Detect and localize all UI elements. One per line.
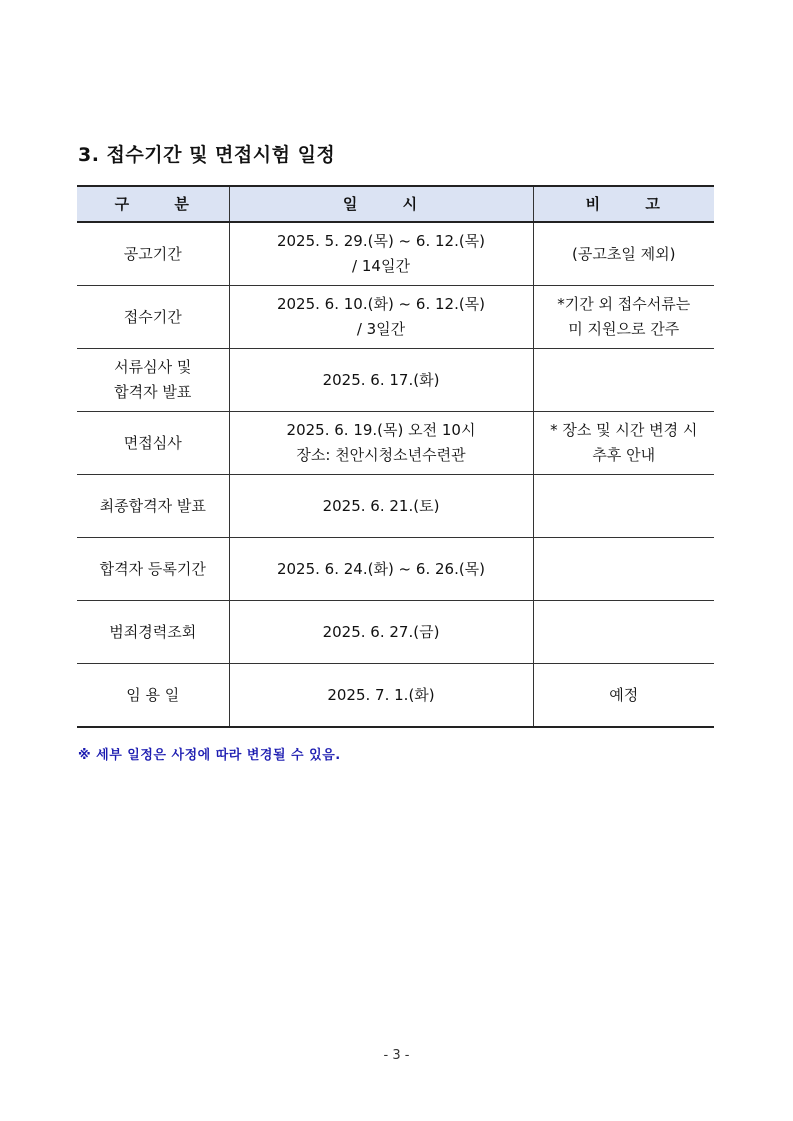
cell-line: / 14일간 bbox=[352, 257, 410, 275]
cell-remarks bbox=[533, 538, 714, 601]
cell-line: 임 용 일 bbox=[126, 685, 180, 704]
cell-line: 장소: 천안시청소년수련관 bbox=[296, 446, 466, 464]
cell-line: 미 지원으로 간주 bbox=[568, 320, 680, 338]
schedule-note: ※ 세부 일정은 사정에 따라 변경될 수 있음. bbox=[78, 748, 341, 763]
header-remarks: 비 고 bbox=[533, 186, 714, 222]
cell-remarks bbox=[533, 286, 714, 349]
cell-line: 2025. 6. 10.(화) ~ 6. 12.(목) bbox=[276, 295, 486, 313]
cell-line: 2025. 7. 1.(화) bbox=[327, 685, 435, 704]
cell-line: 접수기간 bbox=[123, 307, 182, 326]
table-body bbox=[77, 222, 714, 727]
cell-line: 합격자 등록기간 bbox=[99, 559, 206, 578]
table-row bbox=[77, 475, 714, 538]
cell-remarks bbox=[533, 222, 714, 286]
cell-category bbox=[77, 538, 229, 601]
cell-line: * 장소 및 시간 변경 시 bbox=[550, 421, 698, 439]
cell-line: 2025. 5. 29.(목) ~ 6. 12.(목) bbox=[276, 232, 486, 250]
cell-line: 공고기간 bbox=[123, 244, 182, 263]
cell-line: *기간 외 접수서류는 bbox=[557, 295, 691, 313]
table-row bbox=[77, 222, 714, 286]
cell-line: 2025. 6. 21.(토) bbox=[322, 496, 440, 515]
cell-datetime bbox=[229, 222, 533, 286]
cell-line: 2025. 6. 24.(화) ~ 6. 26.(목) bbox=[276, 559, 486, 578]
cell-line: 서류심사 및 bbox=[114, 358, 192, 376]
cell-line: 추후 안내 bbox=[592, 446, 656, 464]
cell-remarks bbox=[533, 349, 714, 412]
cell-line: 합격자 발표 bbox=[114, 383, 192, 401]
cell-line: 범죄경력조회 bbox=[109, 622, 197, 641]
cell-datetime bbox=[229, 475, 533, 538]
cell-remarks bbox=[533, 601, 714, 664]
cell-category bbox=[77, 349, 229, 412]
cell-category bbox=[77, 664, 229, 728]
cell-datetime bbox=[229, 349, 533, 412]
cell-line: 최종합격자 발표 bbox=[99, 496, 206, 515]
table-row bbox=[77, 538, 714, 601]
cell-line: / 3일간 bbox=[356, 320, 406, 338]
cell-category bbox=[77, 475, 229, 538]
table-row bbox=[77, 349, 714, 412]
cell-line: 2025. 6. 19.(목) 오전 10시 bbox=[286, 421, 476, 439]
section-heading: 3. 접수기간 및 면접시험 일정 bbox=[78, 144, 336, 166]
schedule-table bbox=[77, 185, 714, 728]
cell-category bbox=[77, 601, 229, 664]
cell-line: 2025. 6. 17.(화) bbox=[322, 370, 440, 389]
cell-category bbox=[77, 222, 229, 286]
cell-line: (공고초일 제외) bbox=[572, 244, 676, 263]
table-header-row bbox=[77, 186, 714, 222]
cell-line: 면접심사 bbox=[123, 433, 182, 452]
header-category: 구 분 bbox=[77, 186, 229, 222]
cell-datetime bbox=[229, 412, 533, 475]
cell-datetime bbox=[229, 538, 533, 601]
cell-line: 2025. 6. 27.(금) bbox=[322, 622, 440, 641]
cell-remarks bbox=[533, 664, 714, 728]
table-row bbox=[77, 412, 714, 475]
table-row bbox=[77, 601, 714, 664]
cell-category bbox=[77, 412, 229, 475]
table-row bbox=[77, 664, 714, 728]
header-datetime: 일 시 bbox=[229, 186, 533, 222]
cell-category bbox=[77, 286, 229, 349]
cell-remarks bbox=[533, 412, 714, 475]
cell-datetime bbox=[229, 286, 533, 349]
cell-datetime bbox=[229, 664, 533, 728]
page-number: - 3 - bbox=[383, 1048, 410, 1063]
cell-remarks bbox=[533, 475, 714, 538]
table-row bbox=[77, 286, 714, 349]
cell-datetime bbox=[229, 601, 533, 664]
cell-line: 예정 bbox=[609, 685, 639, 704]
